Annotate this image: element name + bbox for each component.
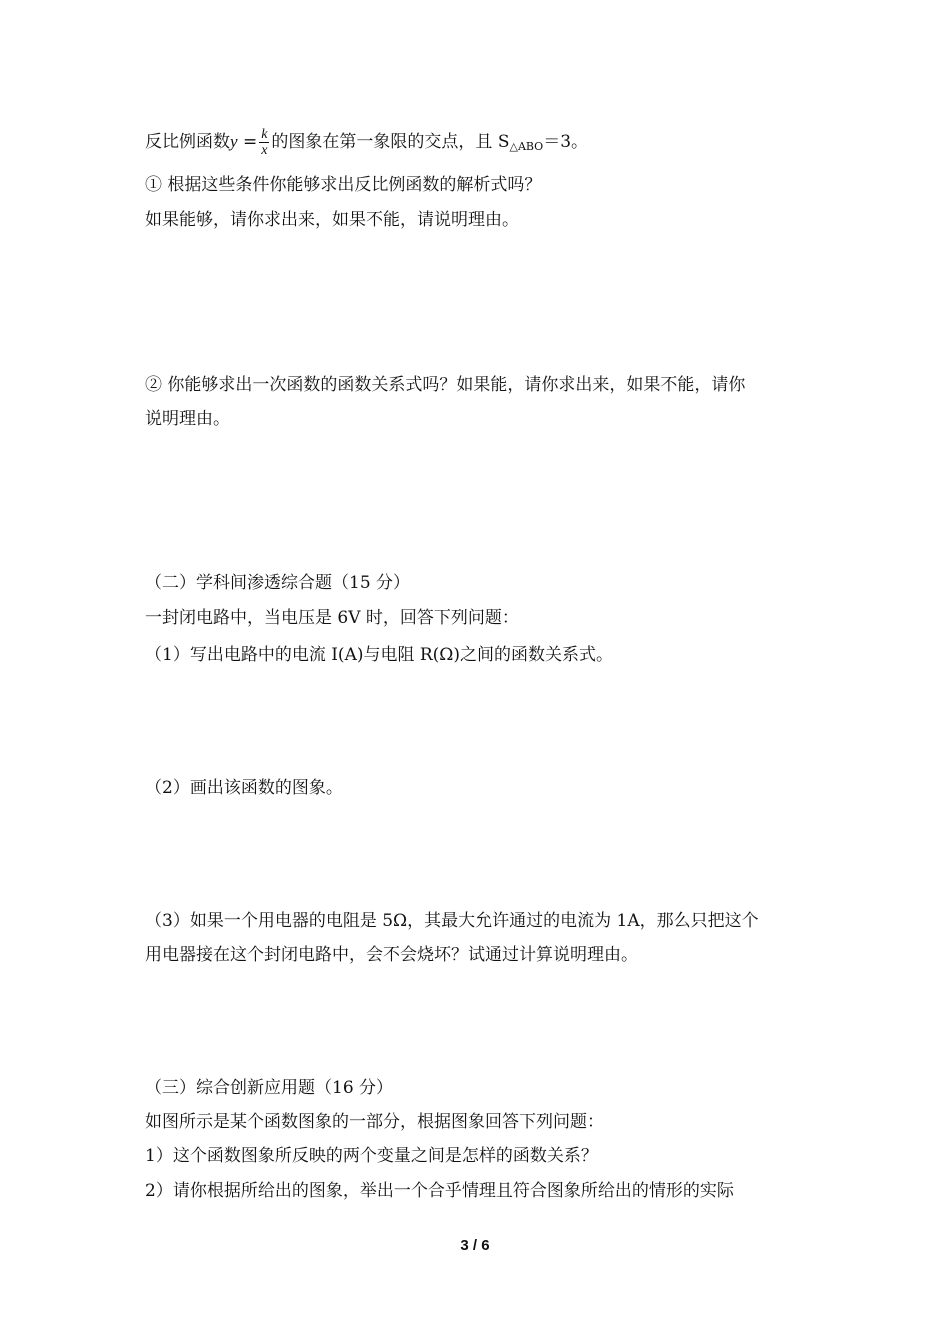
page-number: 3 / 6 (460, 1237, 490, 1254)
section-2-title: （二）学科间渗透综合题（15 分） (145, 573, 411, 593)
intro-line (145, 127, 588, 159)
section-2-question-3-line-1: （3）如果一个用电器的电阻是 5Ω，其最大允许通过的电流为 1A，那么只把这个 (145, 911, 759, 931)
question-2-line-2: 说明理由。 (145, 409, 230, 429)
section-3-intro: 如图所示是某个函数图象的一部分，根据图象回答下列问题： (145, 1112, 604, 1132)
question-1-line-2: 如果能够，请你求出来，如果不能，请说明理由。 (145, 210, 519, 230)
question-1-line-1: ① 根据这些条件你能够求出反比例函数的解析式吗？ (145, 175, 542, 195)
triangle-subscript: △ABO (509, 140, 544, 153)
fraction-k-over-x (259, 127, 269, 158)
section-2-question-1: （1）写出电路中的电流 I(A)与电阻 R(Ω)之间的函数关系式。 (145, 645, 614, 665)
section-2-intro: 一封闭电路中，当电压是 6V 时，回答下列问题： (145, 608, 519, 628)
intro-after: 的图象在第一象限的交点，且 S (271, 132, 510, 152)
equals-sign: = (237, 132, 258, 152)
intro-tail: ＝3。 (543, 132, 589, 152)
question-2-line-1: ② 你能够求出一次函数的函数关系式吗？如果能，请你求出来，如果不能，请你 (145, 375, 746, 395)
y-variable: y (230, 132, 238, 151)
intro-before: 反比例函数 (145, 132, 230, 152)
fraction-numerator: k (261, 127, 268, 142)
fraction-denominator: x (261, 143, 268, 158)
section-2-question-2: （2）画出该函数的图象。 (145, 778, 343, 798)
section-2-question-3-line-2: 用电器接在这个封闭电路中，会不会烧坏？试通过计算说明理由。 (145, 945, 638, 965)
section-3-title: （三）综合创新应用题（16 分） (145, 1078, 394, 1098)
section-3-question-2: 2）请你根据所给出的图象，举出一个合乎情理且符合图象所给出的情形的实际 (145, 1181, 734, 1201)
section-3-question-1: 1）这个函数图象所反映的两个变量之间是怎样的函数关系？ (145, 1146, 598, 1166)
